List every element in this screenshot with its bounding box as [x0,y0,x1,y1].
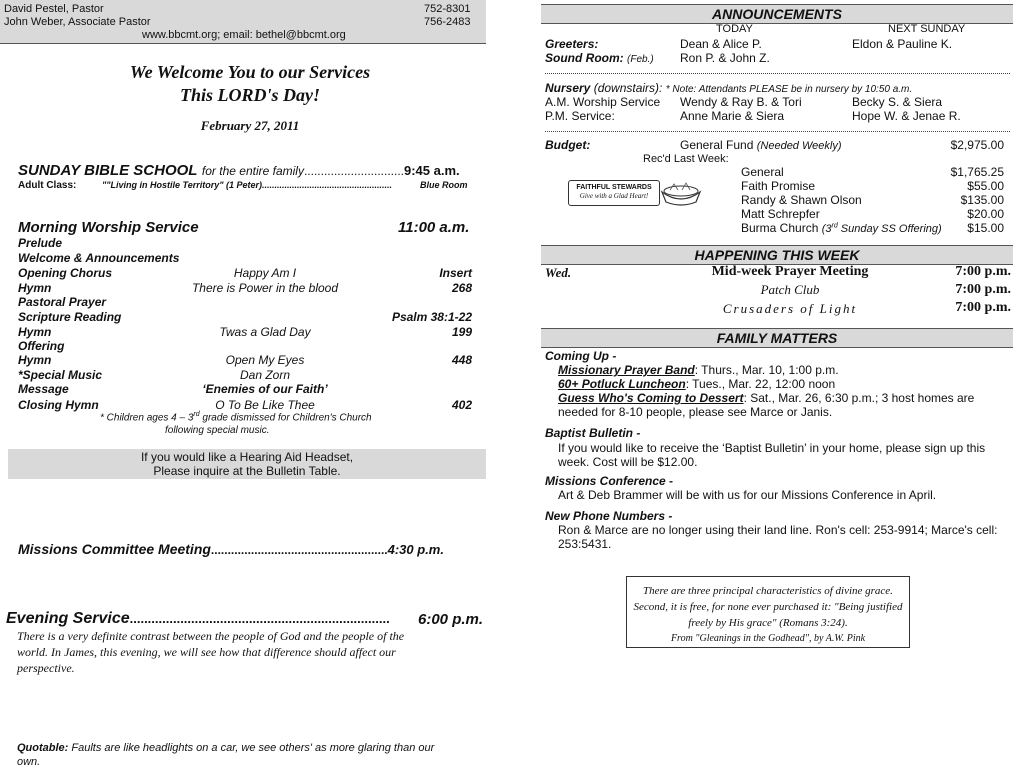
evening-desc-line1: There is a very definite contrast between the people of God and the people of the [17,629,405,643]
evening-desc-line2: world. In James, this evening, we will see how that difference should affect our [17,645,396,659]
am-service-today: Wendy & Ray B. & Tori [680,95,802,109]
received-label: General [741,165,784,179]
received-amount: $1,765.25 [950,165,1004,179]
event-name: Patch Club [760,282,820,297]
received-amount: $135.00 [960,193,1004,207]
pastor-phone: 752-8301 [424,3,471,15]
sound-room-note: (Feb.) [627,54,654,65]
family-matters-heading: FAMILY MATTERS [541,328,1013,348]
worship-item-label: Pastoral Prayer [18,295,107,309]
coming-up-title: Coming Up - [545,349,617,363]
worship-item-label: Hymn [18,353,52,367]
received-amount: $55.00 [967,179,1004,193]
potluck-text: : Tues., Mar. 22, 12:00 noon [685,377,836,391]
bible-school-title: SUNDAY BIBLE SCHOOL [18,162,198,179]
website-email: www.bbcmt.org; email: bethel@bbcmt.org [142,29,346,41]
budget-amount: $2,975.00 [950,138,1004,152]
worship-item-ref: 268 [451,281,472,295]
nursery-sub: (downstairs): [593,81,663,95]
grace-quote-line3: freely by His grace" (Romans 3:24). [688,617,848,629]
missions-conf-title: Missions Conference - [545,474,674,488]
worship-item-ref: Insert [439,266,472,280]
adult-class-title-text: ""Living in Hostile Territory" (1 Peter) [102,180,262,190]
worship-item-label: Scripture Reading [18,310,122,324]
children-note-a: * Children ages 4 – 3 [100,412,194,424]
worship-item-label: Closing Hymn [18,398,99,412]
missions-conf-line: Art & Deb Brammer will be with us for our Missions Conference in April. [558,488,937,502]
prayer-band-label: Missionary Prayer Band [558,363,695,377]
greeters-label: Greeters: [545,37,599,51]
event-name: Mid-week Prayer Meeting [711,264,869,279]
burma-note-b: Sunday SS Offering) [837,223,942,235]
faithful-stewards-stamp [568,180,660,206]
quotable-line2: own. [17,756,41,768]
worship-time: 11:00 a.m. [398,219,470,236]
budget-label: Budget: [545,138,591,152]
baptist-bulletin-line2: week. Cost will be $12.00. [558,455,698,469]
worship-item-title: Twas a Glad Day [219,325,311,339]
evening-desc-line3: perspective. [17,661,75,675]
nursery-label: Nursery [545,81,591,95]
bible-school-time: 9:45 a.m. [404,163,460,178]
worship-item-ref: 448 [451,353,472,367]
potluck-label: 60+ Potluck Luncheon [558,377,686,391]
happening-heading: HAPPENING THIS WEEK [541,245,1013,265]
sound-room-label: Sound Room: [545,51,624,65]
dessert-line [558,391,974,405]
worship-title: Morning Worship Service [18,219,199,236]
bible-school-subtitle: for the entire family [201,164,304,178]
nursery-line [545,81,912,95]
budget-fund-note: (Needed Weekly) [756,140,842,152]
pm-service-label: P.M. Service: [545,109,615,123]
budget-fund-line [680,138,842,152]
children-note-b: grade dismissed for Children's Church [199,412,372,424]
phone-numbers-line2: 253:5431. [558,537,612,551]
hearing-aid-line1: If you would like a Hearing Aid Headset, [140,450,354,464]
received-label: Matt Schrepfer [741,207,820,221]
offering-basket-icon [660,180,702,206]
children-note [100,411,372,423]
potluck-line [558,377,835,391]
evening-service-line: Evening Service........................................................................ [6,610,390,627]
assoc-pastor-phone: 756-2483 [424,16,471,28]
quotable-line1 [17,742,434,754]
bible-school-line: SUNDAY BIBLE SCHOOL for the entire family..............................9:45 a.m. [18,162,460,179]
burma-sup: rd [831,222,838,230]
worship-item-label: Hymn [18,281,52,295]
welcome-line2: This LORD's Day! [179,85,320,105]
col-today: TODAY [716,23,753,35]
dessert-label: Guess Who's Coming to Dessert [558,391,744,405]
worship-item-label: Offering [18,339,65,353]
event-time: 7:00 p.m. [955,264,1011,279]
nursery-note: * Note: Attendants PLEASE be in nursery by 10:50 a.m. [665,84,913,95]
worship-item-title: Dan Zorn [239,368,291,382]
missions-meeting-title: Missions Committee Meeting [18,541,211,557]
worship-item-title: O To Be Like Thee [215,398,315,412]
baptist-bulletin-title: Baptist Bulletin - [545,426,641,440]
baptist-bulletin-line1: If you would like to receive the ‘Baptist Bulletin’ in your home, please sign up this [558,441,986,455]
evening-service-title: Evening Service [6,610,130,627]
worship-item-label: *Special Music [18,368,103,382]
event-time: 7:00 p.m. [955,282,1011,297]
children-note-line2: following special music. [165,425,270,436]
assoc-pastor-name: John Weber, Associate Pastor [4,16,151,28]
grace-quote-source: From "Gleanings in the Godhead", by A.W. Pink [670,633,866,644]
happening-day: Wed. [545,265,572,280]
adult-class-title: ""Living in Hostile Territory" (1 Peter).................................................... [102,180,393,190]
am-service-label: A.M. Worship Service [545,95,661,109]
burma-note-a: (3 [821,223,832,235]
worship-item-label: Opening Chorus [18,266,112,280]
quotable-text: Faults are like headlights on a car, we see others' as more glaring than our [71,742,435,754]
received-amount: $15.00 [967,221,1004,235]
stamp-line2: Give with a Glad Heart! [579,192,649,200]
grace-quote-line1: There are three principal characteristics of divine grace. [643,585,893,597]
prayer-band-line [558,363,839,377]
stamp-line1: FAITHFUL STEWARDS [576,184,652,191]
worship-item-label: Message [18,382,69,396]
burma-label: Burma Church [741,221,819,235]
sound-room-line [545,51,654,65]
grace-quote-box [626,576,910,648]
am-service-next: Becky S. & Siera [852,95,943,109]
worship-item-ref: Psalm 38:1-22 [391,310,472,324]
children-note-sup: rd [193,411,200,418]
received-label: Faith Promise [741,179,816,193]
col-next-sunday: NEXT SUNDAY [888,23,966,35]
received-label: Randy & Shawn Olson [741,193,862,207]
received-amount: $20.00 [967,207,1004,221]
received-last-week: Rec'd Last Week: [643,153,729,165]
greeters-today: Dean & Alice P. [680,37,762,51]
phone-numbers-title: New Phone Numbers - [545,509,673,523]
adult-class-room: Blue Room [420,180,468,190]
missions-meeting-time: 4:30 p.m. [387,542,444,557]
worship-item-ref: 402 [451,398,472,412]
divider [545,131,1010,132]
worship-item-title: Happy Am I [233,266,297,280]
announcements-heading: ANNOUNCEMENTS [541,4,1013,24]
evening-service-time: 6:00 p.m. [418,611,484,628]
hearing-aid-line2: Please inquire at the Bulletin Table. [153,464,341,478]
prayer-band-text: : Thurs., Mar. 10, 1:00 p.m. [694,363,839,377]
quotable-label: Quotable: [17,742,69,754]
worship-item-label: Prelude [18,236,63,250]
sound-room-today: Ron P. & John Z. [680,51,770,65]
event-name: Crusaders of Light [722,301,858,316]
worship-item-label: Welcome & Announcements [18,251,180,265]
worship-item-title: ‘Enemies of our Faith’ [202,382,328,396]
bulletin-date: February 27, 2011 [200,118,300,133]
divider [545,73,1010,74]
budget-fund: General Fund [680,138,754,152]
grace-quote-line2: Second, it is free, for none ever purchased it: "Being justified [633,601,903,613]
pastor-name: David Pestel, Pastor [4,3,104,15]
missions-meeting-line: Missions Committee Meeting.....................................................4:30 p.m. [18,541,444,557]
event-time: 7:00 p.m. [955,300,1011,315]
worship-item-label: Hymn [18,325,52,339]
pm-service-today: Anne Marie & Siera [680,109,785,123]
greeters-next: Eldon & Pauline K. [852,37,953,51]
phone-numbers-line1: Ron & Marce are no longer using their land line. Ron's cell: 253-9914; Marce's cell: [558,523,998,537]
worship-item-title: Open My Eyes [225,353,305,367]
adult-class-label: Adult Class: [18,180,77,191]
worship-item-ref: 199 [451,325,472,339]
welcome-line1: We Welcome You to our Services [129,62,371,82]
pm-service-next: Hope W. & Jenae R. [852,109,961,123]
dessert-text: : Sat., Mar. 26, 6:30 p.m.; 3 host homes are [743,391,975,405]
worship-item-title: There is Power in the blood [191,281,339,295]
dessert-line2: needed for 8-10 people, please see Marce or Janis. [558,405,833,419]
